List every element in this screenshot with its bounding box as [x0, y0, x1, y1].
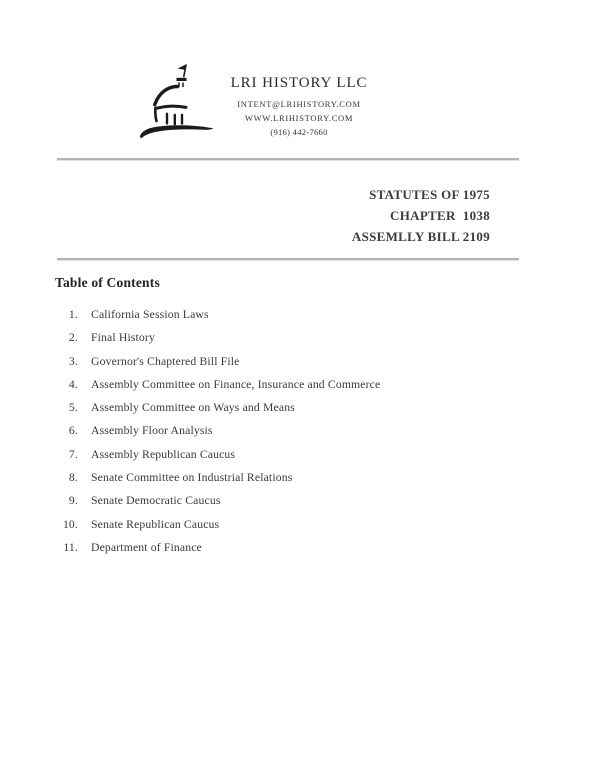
toc-item-number: 6.: [68, 424, 78, 438]
toc-item-label: Assembly Committee on Ways and Means: [91, 401, 295, 415]
company-name: LRI HISTORY LLC: [230, 75, 368, 91]
toc-item-label: Final History: [91, 331, 155, 345]
toc-item-number: 10.: [62, 517, 78, 531]
toc-item: [40, 378, 520, 401]
toc-item: [40, 331, 520, 354]
toc-item-label: Senate Republican Caucus: [91, 517, 220, 531]
assembly-bill-line: ASSEMLLY BILL 2109: [351, 229, 490, 244]
toc-item: [40, 424, 520, 447]
statute-divider-rule: [57, 258, 519, 261]
toc-item: [40, 471, 520, 494]
toc-item: [40, 494, 520, 517]
company-email: INTENT@LRIHISTORY.COM: [237, 99, 361, 109]
toc-item-label: Senate Committee on Industrial Relations: [91, 471, 293, 485]
toc-item-label: Assembly Committee on Finance, Insurance and Commerce: [91, 377, 381, 391]
toc-item-number: 8.: [68, 471, 78, 485]
toc-item-number: 9.: [68, 494, 78, 508]
toc-item-number: 2.: [68, 331, 78, 345]
chapter-line: CHAPTER 1038: [390, 208, 490, 223]
header-divider-rule: [57, 158, 519, 161]
toc-item: [40, 448, 520, 471]
company-phone: (916) 442-7660: [270, 127, 328, 137]
statutes-year-line: STATUTES OF 1975: [369, 187, 490, 202]
toc-item: [40, 541, 520, 564]
toc-item-number: 5.: [68, 401, 78, 415]
statute-reference-block: [352, 184, 490, 247]
toc-item-number: 11.: [63, 540, 78, 554]
toc-item: [40, 308, 520, 331]
toc-item-number: 4.: [68, 377, 78, 391]
toc-item-label: Department of Finance: [91, 540, 202, 554]
toc-item: [40, 518, 520, 541]
toc-item-label: Governor's Chaptered Bill File: [91, 354, 240, 368]
toc-item-label: Senate Democratic Caucus: [91, 494, 221, 508]
toc-item-label: Assembly Republican Caucus: [91, 447, 236, 461]
toc-list: [40, 308, 520, 564]
toc-item: [40, 401, 520, 424]
toc-heading: Table of Contents: [55, 275, 160, 290]
company-website: WWW.LRIHISTORY.COM: [244, 113, 354, 123]
toc-item-number: 3.: [68, 354, 78, 368]
toc-item-number: 7.: [68, 447, 78, 461]
toc-item-number: 1.: [68, 308, 78, 321]
toc-item-label: California Session Laws: [91, 308, 209, 321]
toc-item-label: Assembly Floor Analysis: [91, 424, 213, 438]
toc-item: [40, 355, 520, 378]
